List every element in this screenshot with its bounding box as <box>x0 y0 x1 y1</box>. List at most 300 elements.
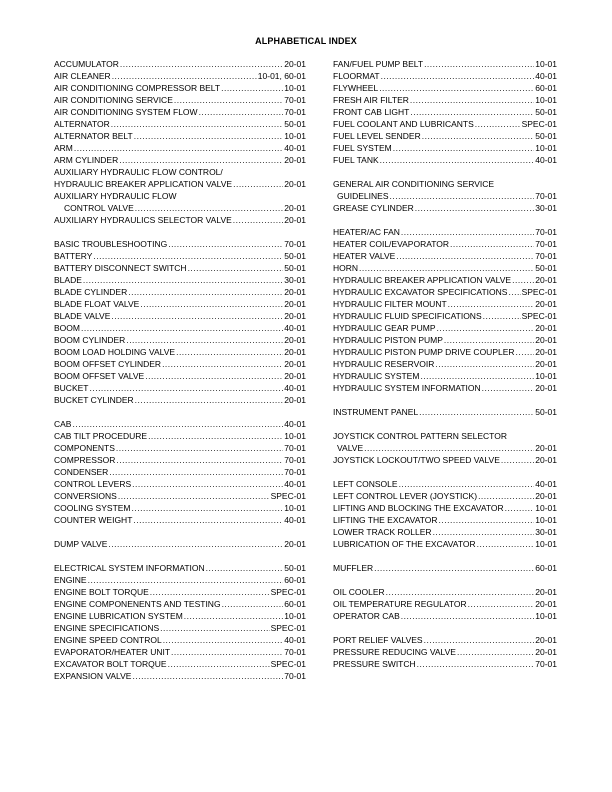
index-entry <box>333 94 557 106</box>
index-entry-page: 30-01 <box>535 203 557 213</box>
index-entry-label: HYDRAULIC RESERVOIR <box>333 359 435 369</box>
index-entry-page: 40-01 <box>284 383 306 393</box>
index-entry-page: 30-01 <box>535 527 557 537</box>
dot-leader <box>359 262 534 274</box>
dot-leader <box>118 490 270 502</box>
index-entry-label: VALVE <box>337 443 364 453</box>
dot-leader <box>233 178 283 190</box>
index-entry <box>333 154 557 166</box>
index-entry <box>333 130 557 142</box>
dot-leader <box>475 118 521 130</box>
index-entry <box>333 226 557 238</box>
index-entry-page: 70-01 <box>284 467 306 477</box>
index-entry-label: BATTERY DISCONNECT SWITCH <box>54 263 187 273</box>
dot-leader <box>439 514 535 526</box>
dot-leader <box>116 454 283 466</box>
dot-leader <box>424 58 534 70</box>
index-entry-page: 10-01 <box>535 371 557 381</box>
index-entry-label: MUFFLER <box>333 563 374 573</box>
index-entry <box>54 502 306 514</box>
index-entry-page: 70-01 <box>284 443 306 453</box>
index-entry-label: BUCKET <box>54 383 89 393</box>
dot-leader <box>364 442 534 454</box>
dot-leader <box>401 226 534 238</box>
dot-leader <box>433 526 535 538</box>
index-entry-label: ENGINE BOLT TORQUE <box>54 587 149 597</box>
index-entry-page: 10-01 <box>535 515 557 525</box>
index-entry-page: 70-01 <box>284 95 306 105</box>
index-entry-page: 60-01 <box>535 83 557 93</box>
index-entry-label: GREASE CYLINDER <box>333 203 414 213</box>
index-entry-label: FLYWHEEL <box>333 83 379 93</box>
index-entry <box>333 298 557 310</box>
index-entry <box>333 250 557 262</box>
index-entry <box>54 178 306 190</box>
index-entry-label: HYDRAULIC BREAKER APPLICATION VALVE <box>333 275 512 285</box>
index-entry-label: FUEL TANK <box>333 155 379 165</box>
dot-leader <box>116 442 283 454</box>
index-entry <box>333 286 557 298</box>
index-entry-page: 40-01 <box>284 419 306 429</box>
index-entry-heading: AUXILIARY HYDRAULIC FLOW <box>54 191 177 201</box>
index-entry-label: HYDRAULIC GEAR PUMP <box>333 323 436 333</box>
index-entry-label: LIFTING THE EXCAVATOR <box>333 515 438 525</box>
index-entry <box>54 298 306 310</box>
index-entry-page: 40-01 <box>535 71 557 81</box>
index-entry-label: BLADE VALVE <box>54 311 111 321</box>
dot-leader <box>111 118 284 130</box>
index-entry-heading: GENERAL AIR CONDITIONING SERVICE <box>333 179 495 189</box>
index-entry <box>54 610 306 622</box>
index-entry <box>333 334 557 346</box>
index-entry-label: AIR CONDITIONING SERVICE <box>54 95 173 105</box>
index-entry <box>333 478 557 490</box>
index-entry-label: HYDRAULIC SYSTEM <box>333 371 420 381</box>
index-entry-label: PRESSURE REDUCING VALVE <box>333 647 456 657</box>
index-entry <box>54 310 306 322</box>
dot-leader <box>74 142 283 154</box>
dot-leader <box>145 370 283 382</box>
index-entry-page: 60-01 <box>284 599 306 609</box>
index-entry-page: 30-01 <box>284 275 306 285</box>
dot-leader <box>206 562 284 574</box>
index-entry-page: 20-01 <box>284 311 306 321</box>
index-entry-page: 10-01 <box>284 611 306 621</box>
dot-leader <box>437 322 535 334</box>
index-entry-page: 70-01 <box>284 239 306 249</box>
index-entry-label: ENGINE <box>54 575 87 585</box>
index-entry-page: 10-01 <box>535 95 557 105</box>
index-entry <box>54 442 306 454</box>
index-entry-label: ENGINE COMPONENENTS AND TESTING <box>54 599 221 609</box>
index-entry-label: BASIC TROUBLESHOOTING <box>54 239 168 249</box>
index-entry <box>54 94 306 106</box>
index-entry-page: SPEC-01 <box>521 287 557 297</box>
dot-leader <box>501 454 534 466</box>
index-entry <box>333 118 557 130</box>
dot-leader <box>83 274 283 286</box>
index-entry-page: 20-01 <box>284 359 306 369</box>
dot-leader <box>444 334 534 346</box>
dot-leader <box>419 406 534 418</box>
index-entry-label: LIFTING AND BLOCKING THE EXCAVATOR <box>333 503 504 513</box>
index-entry-page: 40-01 <box>284 635 306 645</box>
index-entry-page: 10-01 <box>284 431 306 441</box>
index-entry-page: 70-01 <box>535 191 557 201</box>
index-entry <box>54 646 306 658</box>
index-entry-label: BOOM CYLINDER <box>54 335 126 345</box>
index-entry-label: ACCUMULATOR <box>54 59 119 69</box>
index-entry-page: 40-01 <box>284 479 306 489</box>
index-entry-label: COOLING SYSTEM <box>54 503 131 513</box>
index-entry <box>333 58 557 70</box>
index-entry <box>54 70 306 82</box>
index-entry-label: OPERATOR CAB <box>333 611 400 621</box>
index-entry-page: 70-01 <box>535 659 557 669</box>
index-entry-page: 40-01 <box>284 143 306 153</box>
index-entry <box>333 490 557 502</box>
index-entry-page: 20-01 <box>284 203 306 213</box>
index-entry-label: FUEL LEVEL SENDER <box>333 131 421 141</box>
index-entry-label: COUNTER WEIGHT <box>54 515 133 525</box>
index-entry <box>333 322 557 334</box>
index-entry-page: 20-01 <box>284 299 306 309</box>
dot-leader <box>72 418 283 430</box>
index-entry-label: LEFT CONTROL LEVER (JOYSTICK) <box>333 491 478 501</box>
index-entry <box>333 358 557 370</box>
index-entry-label: BOOM <box>54 323 80 333</box>
index-entry-page: SPEC-01 <box>270 623 306 633</box>
index-entry-page: SPEC-01 <box>270 491 306 501</box>
index-entry-label: HEATER VALVE <box>333 251 396 261</box>
index-entry-label: FRESH AIR FILTER <box>333 95 409 105</box>
index-entry-page: 60-01 <box>284 575 306 585</box>
index-entry-page: 10-01, 60-01 <box>257 71 306 81</box>
index-entry-page: 50-01 <box>535 407 557 417</box>
dot-leader <box>222 598 284 610</box>
index-entry-label: GUIDELINES <box>337 191 389 201</box>
index-entry-label: HYDRAULIC FILTER MOUNT <box>333 299 447 309</box>
index-spacer <box>333 622 557 634</box>
dot-leader <box>134 130 284 142</box>
index-entry <box>54 358 306 370</box>
index-entry-label: BLADE FLOAT VALVE <box>54 299 140 309</box>
dot-leader <box>422 130 535 142</box>
index-entry-page: 20-01 <box>535 335 557 345</box>
index-entry <box>333 562 557 574</box>
index-entry-label: BUCKET CYLINDER <box>54 395 134 405</box>
dot-leader <box>516 346 535 358</box>
index-entry-label: CAB <box>54 419 72 429</box>
dot-leader <box>88 574 284 586</box>
dot-leader <box>483 310 521 322</box>
dot-leader <box>188 262 284 274</box>
index-entry-page: 20-01 <box>284 395 306 405</box>
index-entry-page: 40-01 <box>535 155 557 165</box>
index-entry <box>333 526 557 538</box>
index-entry-page: 70-01 <box>284 647 306 657</box>
index-entry <box>54 562 306 574</box>
index-entry-page: 50-01 <box>284 119 306 129</box>
dot-leader <box>119 154 283 166</box>
index-entry-label: FAN/FUEL PUMP BELT <box>333 59 424 69</box>
index-entry <box>54 106 306 118</box>
dot-leader <box>162 358 283 370</box>
index-entry <box>54 586 306 598</box>
index-entry <box>54 430 306 442</box>
index-entry <box>54 538 306 550</box>
index-entry-label: PRESSURE SWITCH <box>333 659 416 669</box>
dot-leader <box>128 286 283 298</box>
index-entry <box>54 454 306 466</box>
index-entry <box>54 478 306 490</box>
index-entry-label: FLOORMAT <box>333 71 380 81</box>
index-entry <box>54 118 306 130</box>
index-entry-label: CONDENSER <box>54 467 109 477</box>
index-entry <box>333 514 557 526</box>
index-entry <box>54 142 306 154</box>
index-entry-label: CAB TILT PROCEDURE <box>54 431 148 441</box>
index-entry <box>333 442 557 454</box>
index-entry <box>333 82 557 94</box>
index-entry-label: AIR CLEANER <box>54 71 111 81</box>
dot-leader <box>374 562 534 574</box>
dot-leader <box>512 274 534 286</box>
index-entry <box>333 598 557 610</box>
dot-leader <box>415 202 534 214</box>
dot-leader <box>393 142 535 154</box>
index-entry <box>333 202 557 214</box>
index-entry <box>54 622 306 634</box>
dot-leader <box>150 586 270 598</box>
dot-leader <box>221 82 283 94</box>
index-entry-page: SPEC-01 <box>270 659 306 669</box>
index-entry-page: SPEC-01 <box>521 311 557 321</box>
dot-leader <box>111 310 283 322</box>
index-entry-label: COMPRESSOR <box>54 455 116 465</box>
index-entry-label: LUBRICATION OF THE EXCAVATOR <box>333 539 476 549</box>
index-entry-page: 10-01 <box>284 83 306 93</box>
page-title: ALPHABETICAL INDEX <box>255 36 357 46</box>
dot-leader <box>184 610 283 622</box>
index-entry-label: EVAPORATOR/HEATER UNIT <box>54 647 171 657</box>
index-entry <box>333 454 557 466</box>
index-entry-label: AIR CONDITIONING COMPRESSOR BELT <box>54 83 221 93</box>
index-entry <box>54 286 306 298</box>
dot-leader <box>399 478 535 490</box>
dot-leader <box>81 322 283 334</box>
index-entry-label: HEATER COIL/EVAPORATOR <box>333 239 450 249</box>
index-entry <box>333 310 557 322</box>
dot-leader <box>468 598 535 610</box>
index-entry-page: 20-01 <box>535 635 557 645</box>
index-entry-label: EXCAVATOR BOLT TORQUE <box>54 659 167 669</box>
dot-leader <box>457 646 534 658</box>
dot-leader <box>132 502 284 514</box>
index-entry <box>54 466 306 478</box>
index-spacer <box>333 574 557 586</box>
index-entry <box>333 106 557 118</box>
index-entry <box>54 130 306 142</box>
index-entry-page: 10-01 <box>535 539 557 549</box>
index-entry-page: 10-01 <box>284 131 306 141</box>
dot-leader <box>163 634 284 646</box>
index-entry-page: 20-01 <box>535 323 557 333</box>
index-entry-label: LEFT CONSOLE <box>333 479 398 489</box>
dot-leader <box>126 334 283 346</box>
index-spacer <box>54 226 306 238</box>
index-entry-label: BOOM OFFSET CYLINDER <box>54 359 162 369</box>
index-entry <box>54 670 306 682</box>
dot-leader <box>435 358 534 370</box>
index-entry-page: 70-01 <box>284 671 306 681</box>
dot-leader <box>417 658 535 670</box>
index-entry-label: COMPONENTS <box>54 443 115 453</box>
index-entry <box>333 382 557 394</box>
index-entry-page: 70-01 <box>535 251 557 261</box>
index-entry <box>54 418 306 430</box>
index-entry <box>333 610 557 622</box>
index-column-left <box>54 58 306 682</box>
dot-leader <box>390 190 535 202</box>
index-entry-page: 20-01 <box>535 359 557 369</box>
index-entry <box>54 346 306 358</box>
index-entry-label: OIL COOLER <box>333 587 385 597</box>
index-entry-page: 70-01 <box>535 227 557 237</box>
index-column-right <box>333 58 557 670</box>
index-entry <box>333 406 557 418</box>
dot-leader <box>89 382 283 394</box>
index-entry-page: 20-01 <box>284 539 306 549</box>
index-entry <box>333 238 557 250</box>
index-entry <box>54 490 306 502</box>
index-entry <box>333 634 557 646</box>
index-entry <box>333 346 557 358</box>
index-entry-label: FRONT CAB LIGHT <box>333 107 410 117</box>
index-entry <box>54 334 306 346</box>
dot-leader <box>132 478 283 490</box>
index-entry-label: HYDRAULIC PISTON PUMP DRIVE COUPLER <box>333 347 515 357</box>
index-entry-label: OIL TEMPERATURE REGULATOR <box>333 599 467 609</box>
index-entry-page: 20-01 <box>535 491 557 501</box>
index-entry <box>54 634 306 646</box>
dot-leader <box>410 106 534 118</box>
index-spacer <box>333 418 557 430</box>
index-entry-page: 10-01 <box>284 503 306 513</box>
index-entry-page: 20-01 <box>535 587 557 597</box>
index-entry-page: 60-01 <box>535 563 557 573</box>
dot-leader <box>379 82 534 94</box>
index-spacer <box>333 394 557 406</box>
index-entry-label: HYDRAULIC SYSTEM INFORMATION <box>333 383 481 393</box>
index-entry-page: 20-01 <box>535 599 557 609</box>
index-entry-page: 10-01 <box>535 143 557 153</box>
index-entry-label: AIR CONDITIONING SYSTEM FLOW <box>54 107 198 117</box>
index-entry-label: ALTERNATOR <box>54 119 110 129</box>
dot-leader <box>478 490 534 502</box>
index-entry-page: 10-01 <box>535 59 557 69</box>
index-entry-page: 20-01 <box>284 59 306 69</box>
index-entry <box>333 658 557 670</box>
dot-leader <box>424 634 535 646</box>
index-entry-label: LOWER TRACK ROLLER <box>333 527 432 537</box>
index-entry-label: FUEL SYSTEM <box>333 143 392 153</box>
index-entry <box>54 370 306 382</box>
index-entry <box>54 382 306 394</box>
index-entry <box>54 574 306 586</box>
index-entry-label: HEATER/AC FAN <box>333 227 400 237</box>
index-entry-label: BATTERY <box>54 251 93 261</box>
index-entry-label: HORN <box>333 263 359 273</box>
index-entry-label: CONVERSIONS <box>54 491 117 501</box>
index-entry-label: INSTRUMENT PANEL <box>333 407 419 417</box>
index-entry <box>333 586 557 598</box>
index-entry-page: 20-01 <box>284 287 306 297</box>
index-entry-page: 20-01 <box>284 347 306 357</box>
index-spacer <box>333 166 557 178</box>
index-entry-label: HYDRAULIC FLUID SPECIFICATIONS <box>333 311 482 321</box>
dot-leader <box>160 622 269 634</box>
index-entry-page: 50-01 <box>284 251 306 261</box>
dot-leader <box>505 502 535 514</box>
dot-leader <box>396 250 534 262</box>
dot-leader <box>133 514 283 526</box>
index-spacer <box>54 406 306 418</box>
dot-leader <box>168 238 283 250</box>
index-entry-page: 20-01 <box>284 179 306 189</box>
index-entry-page: 50-01 <box>535 107 557 117</box>
index-spacer <box>333 214 557 226</box>
dot-leader <box>135 202 284 214</box>
index-entry <box>54 58 306 70</box>
index-entry <box>54 214 306 226</box>
index-entry-page: 20-01 <box>535 647 557 657</box>
index-entry-page: 20-01 <box>535 443 557 453</box>
index-spacer <box>333 550 557 562</box>
index-entry-page: 20-01 <box>284 371 306 381</box>
dot-leader <box>174 94 283 106</box>
index-entry-page: 70-01 <box>284 455 306 465</box>
index-entry-page: 20-01 <box>535 299 557 309</box>
index-entry-label: BOOM LOAD HOLDING VALVE <box>54 347 176 357</box>
index-entry-label: HYDRAULIC PISTON PUMP <box>333 335 443 345</box>
index-entry-page: 20-01 <box>284 215 306 225</box>
dot-leader <box>148 430 283 442</box>
index-entry-page: 70-01 <box>284 107 306 117</box>
dot-leader <box>508 286 520 298</box>
index-entry <box>54 250 306 262</box>
index-entry-page: 20-01 <box>535 383 557 393</box>
index-entry-label: ENGINE SPECIFICATIONS <box>54 623 160 633</box>
index-entry <box>333 538 557 550</box>
index-entry-label: ENGINE LUBRICATION SYSTEM <box>54 611 183 621</box>
index-entry-page: 70-01 <box>535 239 557 249</box>
dot-leader <box>448 298 535 310</box>
index-entry-page: 20-01 <box>535 275 557 285</box>
index-entry-label: AUXILIARY HYDRAULICS SELECTOR VALVE <box>54 215 232 225</box>
dot-leader <box>381 70 535 82</box>
index-entry-label: ARM <box>54 143 73 153</box>
index-entry-page: 10-01 <box>535 611 557 621</box>
index-entry <box>54 154 306 166</box>
index-entry-page: 10-01 <box>535 503 557 513</box>
index-entry <box>54 82 306 94</box>
index-entry-label: ELECTRICAL SYSTEM INFORMATION <box>54 563 205 573</box>
index-entry-label: BOOM OFFSET VALVE <box>54 371 145 381</box>
index-entry <box>54 514 306 526</box>
dot-leader <box>135 394 284 406</box>
index-entry-label: BLADE <box>54 275 82 285</box>
